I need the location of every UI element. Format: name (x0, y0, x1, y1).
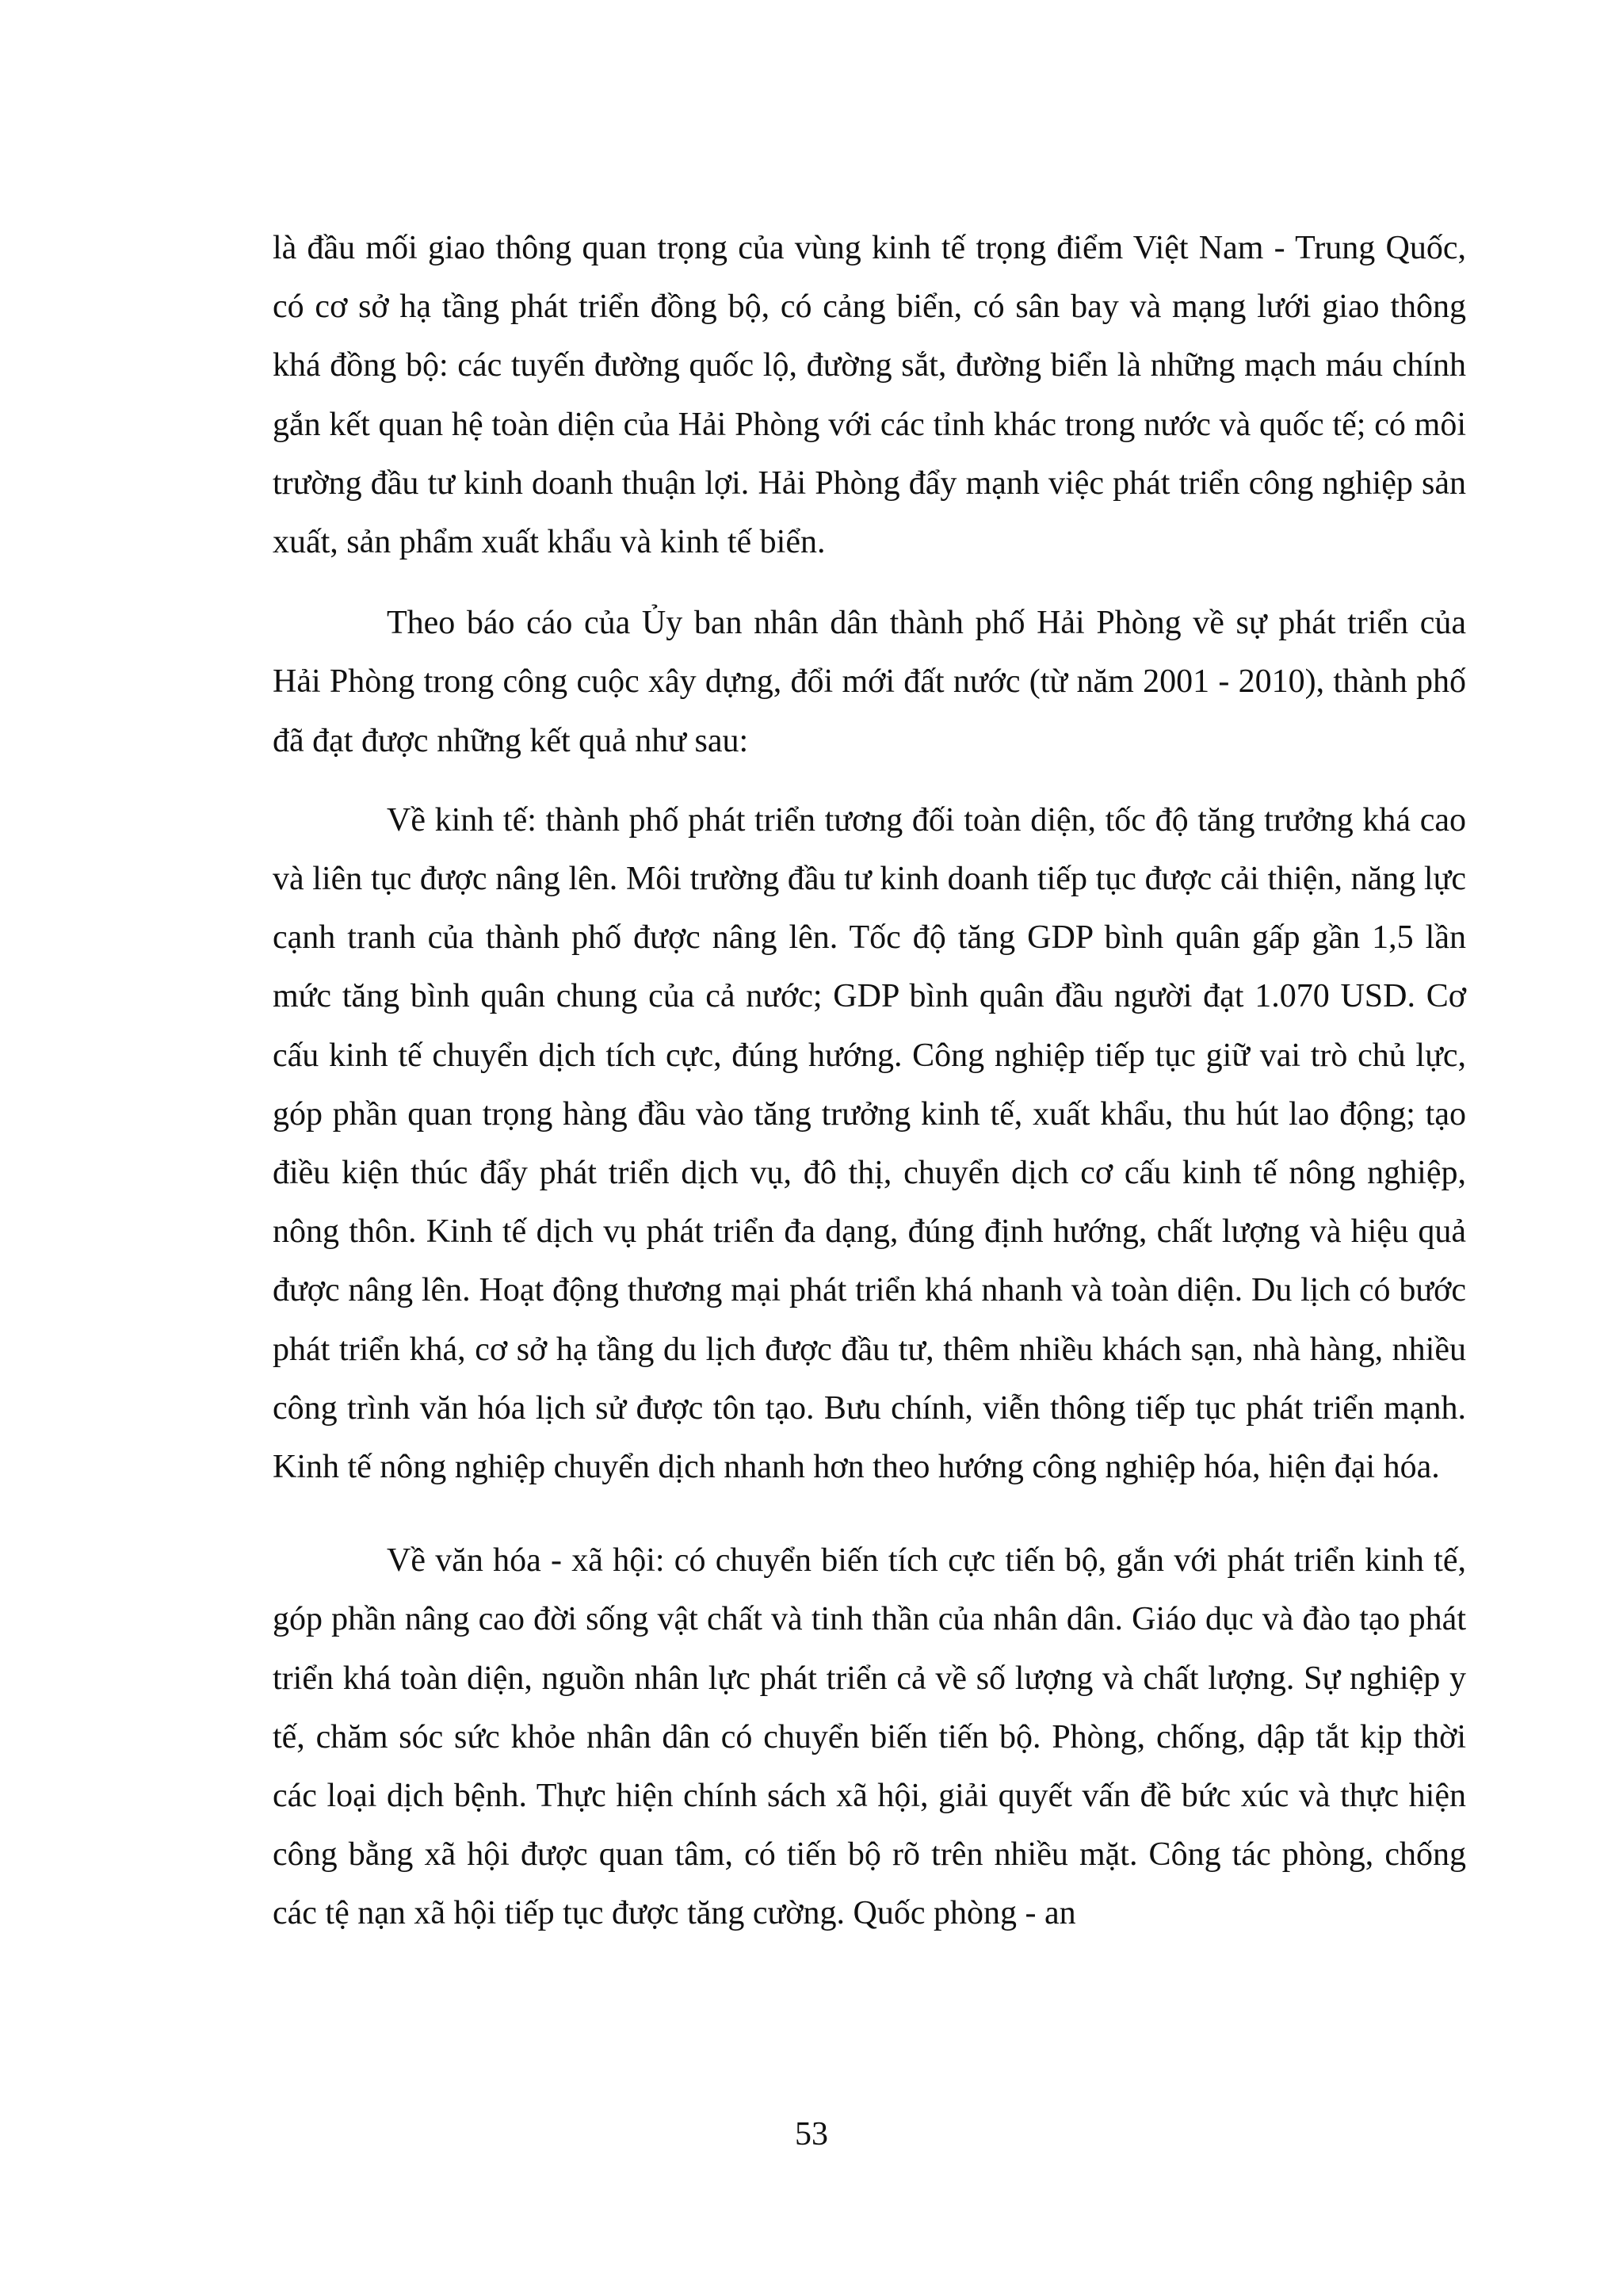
paragraph-continuation: là đầu mối giao thông quan trọng của vùng kinh tế trọng điểm Việt Nam - Trung Quốc, có cơ sở hạ tầng phát triển đồng bộ, có cảng biển, có sân bay và mạng lưới giao thông khá đồng bộ: các tuyến đường quốc lộ, đường sắt, đường biển là những mạch máu chính gắn kết quan hệ toàn diện của Hải Phòng với các tỉnh khác trong nước và quốc tế; có môi trường đầu tư kinh doanh thuận lợi. Hải Phòng đẩy mạnh việc phát triển công nghiệp sản xuất, sản phẩm xuất khẩu và kinh tế biển. (273, 230, 1466, 561)
paragraph-culture-society: Về văn hóa - xã hội: có chuyển biến tích cực tiến bộ, gắn với phát triển kinh tế, góp phần nâng cao đời sống vật chất và tinh thần của nhân dân. Giáo dục và đào tạo phát triển khá toàn diện, nguồn nhân lực phát triển cả về số lượng và chất lượng. Sự nghiệp y tế, chăm sóc sức khỏe nhân dân có chuyển biến tiến bộ. Phòng, chống, dập tắt kịp thời các loại dịch bệnh. Thực hiện chính sách xã hội, giải quyết vấn đề bức xúc và thực hiện công bằng xã hội được quan tâm, có tiến bộ rõ trên nhiều mặt. Công tác phòng, chống các tệ nạn xã hội tiếp tục được tăng cường. Quốc phòng - an (273, 1542, 1466, 1932)
body-text (273, 219, 1466, 1943)
paragraph-economy: Về kinh tế: thành phố phát triển tương đối toàn diện, tốc độ tăng trưởng khá cao và liên tục được nâng lên. Môi trường đầu tư kinh doanh tiếp tục được cải thiện, năng lực cạnh tranh của thành phố được nâng lên. Tốc độ tăng GDP bình quân gấp gần 1,5 lần mức tăng bình quân chung của cả nước; GDP bình quân đầu người đạt 1.070 USD. Cơ cấu kinh tế chuyển dịch tích cực, đúng hướng. Công nghiệp tiếp tục giữ vai trò chủ lực, góp phần quan trọng hàng đầu vào tăng trưởng kinh tế, xuất khẩu, thu hút lao động; tạo điều kiện thúc đẩy phát triển dịch vụ, đô thị, chuyển dịch cơ cấu kinh tế nông nghiệp, nông thôn. Kinh tế dịch vụ phát triển đa dạng, đúng định hướng, chất lượng và hiệu quả được nâng lên. Hoạt động thương mại phát triển khá nhanh và toàn diện. Du lịch có bước phát triển khá, cơ sở hạ tầng du lịch được đầu tư, thêm nhiều khách sạn, nhà hàng, nhiều công trình văn hóa lịch sử được tôn tạo. Bưu chính, viễn thông tiếp tục phát triển mạnh. Kinh tế nông nghiệp chuyển dịch nhanh hơn theo hướng công nghiệp hóa, hiện đại hóa. (273, 801, 1466, 1486)
paragraph-report-intro: Theo báo cáo của Ủy ban nhân dân thành phố Hải Phòng về sự phát triển của Hải Phòng trong công cuộc xây dựng, đổi mới đất nước (từ năm 2001 - 2010), thành phố đã đạt được những kết quả như sau: (273, 605, 1466, 759)
page-number: 53 (795, 2116, 828, 2153)
